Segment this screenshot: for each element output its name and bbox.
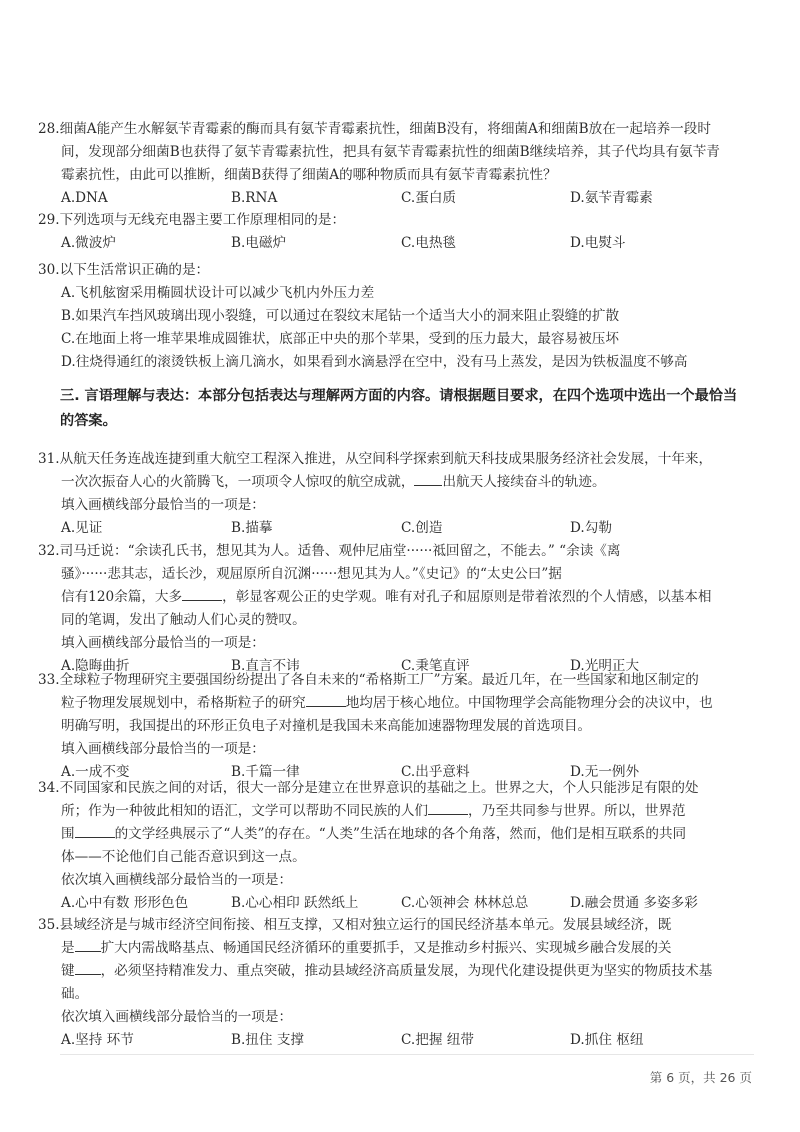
- option-a[interactable]: A.DNA: [61, 190, 108, 206]
- question-text: 32.司马迁说：“余读孔氏书，想见其为人。适鲁、观仲尼庙堂······祗回留之，不能去。” “余读《离: [38, 543, 621, 559]
- question-text: 29.下列选项与无线充电器主要工作原理相同的是：: [38, 212, 346, 228]
- option-c[interactable]: C.电热毯: [401, 235, 457, 251]
- option-c[interactable]: C.蛋白质: [401, 190, 457, 206]
- question-text: 体——不论他们自己能否意识到这一点。: [61, 849, 306, 865]
- option-b[interactable]: B.扭住 支撑: [231, 1032, 305, 1048]
- answer-blank: [428, 800, 468, 815]
- option-a[interactable]: A.心中有数 形形色色: [61, 895, 189, 911]
- text-segment: 键: [61, 963, 75, 979]
- text-segment: 出航天人接续奋斗的轨迹。: [442, 474, 606, 490]
- text-segment: 是: [61, 940, 75, 956]
- option-c[interactable]: C.在地面上将一堆苹果堆成圆锥状，底部正中央的那个苹果，受到的压力最大，最容易被压坏: [61, 331, 619, 347]
- question-28: [38, 118, 758, 210]
- option-c[interactable]: C.心领神会 林林总总: [401, 895, 529, 911]
- text-segment: 所；作为一种彼此相知的语汇，文学可以帮助不同民族的人们: [61, 803, 429, 819]
- answer-blank: [75, 960, 101, 975]
- option-c[interactable]: C.出乎意料: [401, 764, 470, 780]
- question-text: [38, 800, 758, 823]
- text-segment: ，必须坚持精准发力、重点突破，推动县域经济高质量发展，为现代化建设提供更为坚实的物质技术基: [100, 963, 713, 979]
- question-text: [38, 586, 758, 609]
- option-b[interactable]: B.电磁炉: [231, 235, 287, 251]
- footer-divider: [60, 1054, 754, 1055]
- question-33: [38, 669, 758, 784]
- question-text: 霉素抗性，由此可以推断，细菌B获得了细菌A的哪种物质而具有氨苄青霉素抗性？: [61, 167, 557, 183]
- question-prompt: 填入画横线部分最恰当的一项是：: [61, 741, 265, 757]
- text-segment: 的文学经典展示了“人类”的存在。“人类”生活在地球的各个角落，然而，他们是相互联系的共同: [114, 826, 687, 842]
- option-b[interactable]: B.心心相印 跃然纸上: [231, 895, 359, 911]
- question-text: 明确写明，我国提出的环形正负电子对撞机是我国未来高能加速器物理发展的首选项目。: [61, 718, 592, 734]
- option-d[interactable]: D.电熨斗: [570, 235, 626, 251]
- question-text: [38, 823, 758, 846]
- option-row: [38, 892, 758, 915]
- answer-blank: [306, 692, 346, 707]
- question-prompt: 填入画横线部分最恰当的一项是：: [61, 497, 265, 513]
- option-a[interactable]: A.坚持 环节: [61, 1032, 134, 1048]
- text-segment: ，彰显客观公正的史学观。唯有对孔子和屈原则是带着浓烈的个人情感，以基本相: [222, 589, 712, 605]
- option-b[interactable]: B.RNA: [231, 190, 278, 206]
- option-d[interactable]: D.融会贯通 多姿多彩: [570, 895, 698, 911]
- question-31: [38, 448, 758, 540]
- question-prompt: 依次填入画横线部分最恰当的一项是：: [61, 872, 293, 888]
- question-text: 30.以下生活常识正确的是：: [38, 262, 210, 278]
- option-a[interactable]: A.微波炉: [61, 235, 116, 251]
- section-heading: 三. 言语理解与表达：本部分包括表达与理解两方面的内容。请根据题目要求，在四个选项中选出一个最恰当的答案。: [60, 388, 738, 429]
- option-row: [38, 187, 758, 210]
- text-segment: 信有120余篇，大多: [61, 589, 183, 605]
- option-d[interactable]: D.氨苄青霉素: [570, 190, 653, 206]
- option-b[interactable]: B.如果汽车挡风玻璃出现小裂缝，可以通过在裂纹末尾钻一个适当大小的洞来阻止裂缝的扩散: [61, 308, 620, 324]
- question-text: 28.细菌A能产生水解氨苄青霉素的酶而具有氨苄青霉素抗性，细菌B没有，将细菌A和细菌B放在一起培养一段时: [38, 121, 711, 137]
- answer-blank: [75, 823, 115, 838]
- option-b[interactable]: B.直言不讳: [231, 658, 300, 674]
- question-35: [38, 914, 758, 1052]
- option-a[interactable]: A.见证: [61, 520, 103, 536]
- option-row: [38, 232, 758, 255]
- question-text: 35.县域经济是与城市经济空间衔接、相互支撑，又相对独立运行的国民经济基本单元。发展县域经济，既: [38, 917, 672, 933]
- option-c[interactable]: C.秉笔直评: [401, 658, 470, 674]
- text-segment: 一次次振奋人心的火箭腾飞，一项项令人惊叹的航空成就，: [61, 474, 415, 490]
- question-text: 31.从航天任务连战连捷到重大航空工程深入推进，从空间科学探索到航天科技成果服务经济社会发展，十年来，: [38, 451, 713, 467]
- option-row: [38, 1029, 758, 1052]
- question-text: [38, 937, 758, 960]
- option-d[interactable]: D.往烧得通红的滚烫铁板上滴几滴水，如果看到水滴悬浮在空中，没有马上蒸发，是因为铁板温度不够高: [61, 354, 688, 370]
- text-segment: 粒子物理发展规划中，希格斯粒子的研究: [61, 695, 306, 711]
- question-32: [38, 540, 758, 678]
- option-d[interactable]: D.勾勒: [570, 520, 612, 536]
- question-30: [38, 259, 758, 374]
- answer-blank: [182, 586, 222, 601]
- question-text: 33.全球粒子物理研究主要强国纷纷提出了各自未来的“希格斯工厂”方案。最近几年，在一些国家和地区制定的: [38, 672, 699, 688]
- text-segment: 地均居于核心地位。中国物理学会高能物理分会的决议中，也: [345, 695, 713, 711]
- text-segment: 围: [61, 826, 75, 842]
- question-text: [38, 960, 758, 983]
- option-b[interactable]: B.描摹: [231, 520, 273, 536]
- question-text: [38, 471, 758, 494]
- question-text: 34.不同国家和民族之间的对话，很大一部分是建立在世界意识的基础之上。世界之大，个人只能涉足有限的处: [38, 780, 699, 796]
- option-b[interactable]: B.千篇一律: [231, 764, 300, 780]
- question-prompt: 依次填入画横线部分最恰当的一项是：: [61, 1009, 293, 1025]
- question-text: 础。: [61, 986, 89, 1002]
- question-text: 间，发现部分细菌B也获得了氨苄青霉素抗性，把具有氨苄青霉素抗性的细菌B继续培养，其子代均具有氨苄青: [61, 144, 720, 160]
- option-c[interactable]: C.创造: [401, 520, 443, 536]
- text-segment: 扩大内需战略基点、畅通国民经济循环的重要抓手，又是推动乡村振兴、实现城乡融合发展的关: [100, 940, 672, 956]
- option-row: [38, 517, 758, 540]
- answer-blank: [414, 471, 442, 486]
- option-d[interactable]: D.抓住 枢纽: [570, 1032, 644, 1048]
- option-d[interactable]: D.无一例外: [570, 764, 640, 780]
- page-number: 第 6 页，共 26 页: [649, 1070, 752, 1085]
- option-d[interactable]: D.光明正大: [570, 658, 640, 674]
- answer-blank: [75, 937, 101, 952]
- question-text: 骚》······悲其志，适长沙，观屈原所自沉渊······想见其为人。”《史记》的“太史公曰”据: [61, 566, 562, 582]
- question-34: [38, 777, 758, 915]
- text-segment: ，乃至共同参与世界。所以，世界范: [468, 803, 686, 819]
- question-text: 同的笔调，发出了触动人们心灵的赞叹。: [61, 612, 306, 628]
- option-a[interactable]: A.隐晦曲折: [61, 658, 130, 674]
- question-prompt: 填入画横线部分最恰当的一项是：: [61, 635, 265, 651]
- option-a[interactable]: A.飞机舷窗采用椭圆状设计可以减少飞机内外压力差: [61, 285, 375, 301]
- option-c[interactable]: C.把握 纽带: [401, 1032, 474, 1048]
- question-text: [38, 692, 758, 715]
- option-a[interactable]: A.一成不变: [61, 764, 130, 780]
- question-29: [38, 209, 758, 255]
